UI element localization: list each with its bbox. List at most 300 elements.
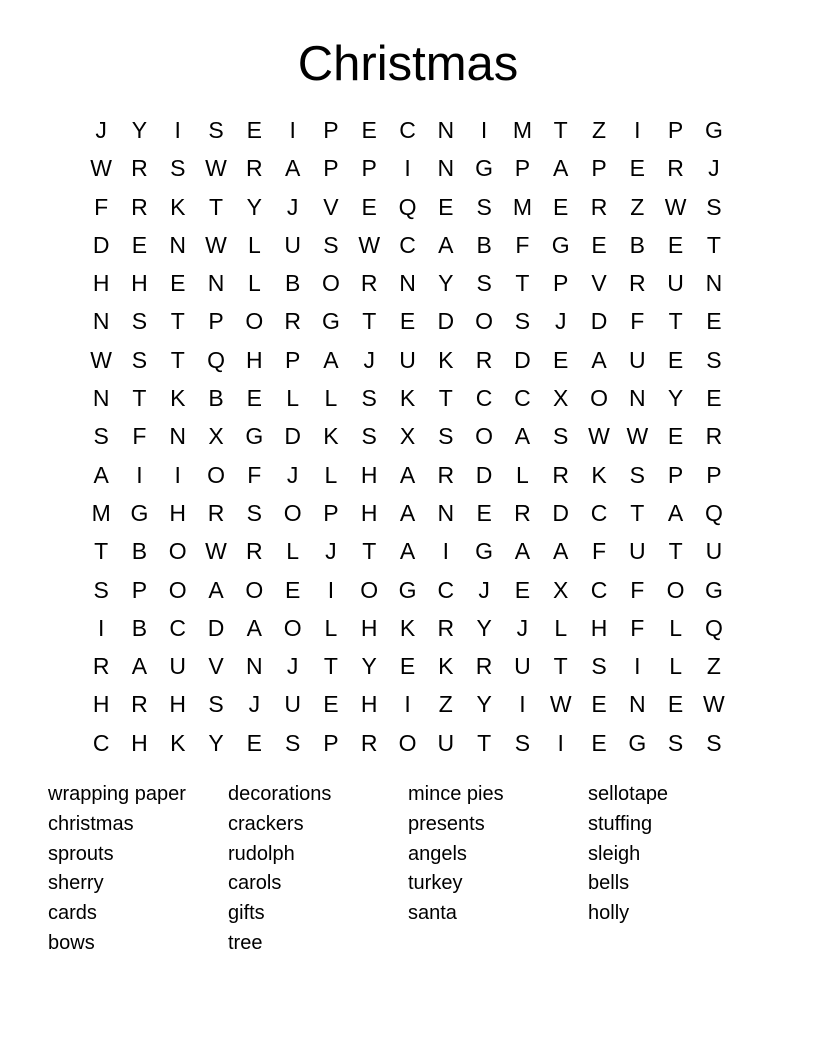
grid-letter[interactable]: V xyxy=(208,653,224,680)
grid-letter[interactable]: T xyxy=(668,308,683,335)
grid-letter[interactable]: K xyxy=(399,385,416,412)
grid-letter[interactable]: O xyxy=(168,576,187,603)
grid-letter[interactable]: T xyxy=(515,270,530,297)
grid-letter[interactable]: U xyxy=(169,653,187,680)
grid-letter[interactable]: W xyxy=(664,193,687,220)
grid-letter[interactable]: J xyxy=(286,653,299,680)
grid-letter[interactable]: B xyxy=(131,614,148,641)
grid-letter[interactable]: R xyxy=(590,193,608,220)
grid-letter[interactable]: U xyxy=(667,270,684,297)
grid-letter[interactable]: J xyxy=(478,576,490,603)
grid-letter[interactable]: E xyxy=(514,576,531,603)
grid-letter[interactable]: S xyxy=(553,423,569,450)
grid-letter[interactable]: F xyxy=(94,193,109,220)
grid-letter[interactable]: S xyxy=(591,653,607,680)
grid-letter[interactable]: H xyxy=(360,691,378,718)
grid-letter[interactable]: U xyxy=(284,231,301,258)
grid-letter[interactable]: S xyxy=(170,155,186,182)
grid-letter[interactable]: N xyxy=(207,270,225,297)
grid-letter[interactable]: R xyxy=(514,499,531,526)
grid-letter[interactable]: F xyxy=(630,614,645,641)
grid-letter[interactable]: G xyxy=(398,576,417,603)
grid-letter[interactable]: T xyxy=(553,117,568,143)
grid-letter[interactable]: A xyxy=(514,538,531,565)
word-item: decorations xyxy=(228,783,332,805)
grid-letter[interactable]: K xyxy=(323,423,339,450)
grid-letter[interactable]: N xyxy=(399,270,416,297)
grid-letter[interactable]: O xyxy=(666,576,685,603)
grid-letter[interactable]: G xyxy=(245,423,264,450)
grid-letter[interactable]: T xyxy=(170,346,185,373)
grid-letter[interactable]: L xyxy=(669,653,682,680)
grid-letter[interactable]: C xyxy=(437,576,455,603)
grid-letter[interactable]: H xyxy=(360,614,378,641)
grid-row xyxy=(82,226,734,264)
grid-letter[interactable]: E xyxy=(591,231,607,258)
grid-letter[interactable]: O xyxy=(245,576,264,603)
grid-letter[interactable]: H xyxy=(590,614,608,641)
grid-letter[interactable]: U xyxy=(399,346,416,373)
grid-letter[interactable]: S xyxy=(667,729,684,756)
grid-letter[interactable]: U xyxy=(514,653,531,680)
grid-letter[interactable]: T xyxy=(630,499,645,526)
grid-letter[interactable]: I xyxy=(442,538,450,565)
grid-letter[interactable]: T xyxy=(132,385,147,412)
grid-letter[interactable]: A xyxy=(399,538,416,565)
grid-letter[interactable]: W xyxy=(205,155,227,182)
grid-letter[interactable]: W xyxy=(90,155,112,182)
grid-letter[interactable]: O xyxy=(168,538,187,565)
grid-letter[interactable]: D xyxy=(552,499,570,526)
grid-letter[interactable]: Z xyxy=(438,691,453,718)
grid-letter[interactable]: G xyxy=(475,538,494,565)
grid-letter[interactable]: C xyxy=(399,231,416,258)
grid-letter[interactable]: S xyxy=(208,691,224,718)
grid-letter[interactable]: V xyxy=(591,270,607,297)
letter-grid xyxy=(82,111,734,762)
grid-letter[interactable]: O xyxy=(360,576,379,603)
grid-letter[interactable]: C xyxy=(399,117,416,143)
grid-letter[interactable]: H xyxy=(131,729,148,756)
grid-letter[interactable]: H xyxy=(360,461,378,488)
grid-letter[interactable]: W xyxy=(90,346,112,373)
grid-letter[interactable]: T xyxy=(438,385,453,412)
grid-letter[interactable]: F xyxy=(591,538,607,565)
grid-letter[interactable]: E xyxy=(553,193,569,220)
grid-letter[interactable]: T xyxy=(209,193,224,220)
grid-letter[interactable]: J xyxy=(95,117,107,143)
grid-letter[interactable]: K xyxy=(399,614,416,641)
word-item: holly xyxy=(588,902,630,925)
grid-letter[interactable]: S xyxy=(93,576,109,603)
grid-letter[interactable]: P xyxy=(131,576,148,603)
grid-letter[interactable]: P xyxy=(361,155,377,182)
grid-letter[interactable]: N xyxy=(628,691,646,718)
grid-letter[interactable]: M xyxy=(91,499,111,526)
grid-letter[interactable]: M xyxy=(512,117,532,143)
grid-letter[interactable]: O xyxy=(398,729,417,756)
grid-letter[interactable]: R xyxy=(437,461,455,488)
grid-row xyxy=(82,532,734,570)
grid-letter[interactable]: F xyxy=(247,461,262,488)
grid-letter[interactable]: F xyxy=(132,423,147,450)
grid-letter[interactable]: B xyxy=(629,231,645,258)
grid-letter[interactable]: G xyxy=(130,499,149,526)
grid-letter[interactable]: J xyxy=(516,614,529,641)
grid-letter[interactable]: R xyxy=(360,270,378,297)
grid-letter[interactable]: W xyxy=(549,691,572,718)
grid-letter[interactable]: N xyxy=(246,653,263,680)
grid-letter[interactable]: P xyxy=(323,117,339,143)
grid-letter[interactable]: R xyxy=(92,653,110,680)
grid-letter[interactable]: B xyxy=(208,385,224,412)
grid-letter[interactable]: T xyxy=(553,653,568,680)
grid-letter[interactable]: K xyxy=(438,653,454,680)
grid-letter[interactable]: S xyxy=(284,729,301,756)
grid-letter[interactable]: R xyxy=(131,691,148,718)
grid-letter[interactable]: I xyxy=(136,461,143,488)
grid-letter[interactable]: K xyxy=(170,385,186,412)
grid-letter[interactable]: S xyxy=(514,308,531,335)
grid-letter[interactable]: E xyxy=(246,729,262,756)
grid-letter[interactable]: I xyxy=(174,117,181,143)
grid-letter[interactable]: T xyxy=(94,538,109,565)
grid-letter[interactable]: D xyxy=(92,231,110,258)
grid-letter[interactable]: S xyxy=(208,117,224,143)
grid-letter[interactable]: Y xyxy=(476,691,492,718)
grid-letter[interactable]: E xyxy=(476,499,492,526)
grid-letter[interactable]: S xyxy=(131,346,148,373)
grid-letter[interactable]: D xyxy=(437,308,455,335)
grid-letter[interactable]: R xyxy=(475,346,493,373)
grid-letter[interactable]: J xyxy=(248,691,261,718)
grid-letter[interactable]: R xyxy=(360,729,378,756)
grid-letter[interactable]: L xyxy=(516,461,529,488)
grid-letter[interactable]: A xyxy=(323,346,339,373)
grid-letter[interactable]: K xyxy=(438,346,454,373)
grid-letter[interactable]: D xyxy=(514,346,531,373)
grid-letter[interactable]: O xyxy=(283,614,302,641)
grid-letter[interactable]: W xyxy=(205,538,227,565)
grid-letter[interactable]: A xyxy=(591,346,607,373)
grid-letter[interactable]: R xyxy=(667,155,684,182)
grid-letter[interactable]: G xyxy=(704,117,723,143)
word-item: presents xyxy=(408,812,485,835)
grid-letter[interactable]: Q xyxy=(207,346,225,373)
grid-letter[interactable]: X xyxy=(399,423,416,450)
grid-letter[interactable]: X xyxy=(208,423,224,450)
grid-letter[interactable]: G xyxy=(321,308,340,335)
grid-letter[interactable]: T xyxy=(477,729,492,756)
grid-letter[interactable]: L xyxy=(554,614,568,641)
grid-letter[interactable]: L xyxy=(324,385,338,412)
grid-letter[interactable]: A xyxy=(553,155,569,182)
grid-letter[interactable]: I xyxy=(557,729,564,756)
grid-letter[interactable]: E xyxy=(706,308,722,335)
grid-letter[interactable]: Q xyxy=(398,193,417,220)
grid-letter[interactable]: Y xyxy=(208,729,224,756)
grid-letter[interactable]: T xyxy=(668,538,683,565)
grid-letter[interactable]: E xyxy=(246,385,262,412)
grid-letter[interactable]: U xyxy=(705,538,723,565)
grid-letter[interactable]: P xyxy=(553,270,569,297)
grid-letter[interactable]: I xyxy=(174,461,181,488)
grid-letter[interactable]: E xyxy=(591,691,607,718)
grid-letter[interactable]: D xyxy=(590,308,608,335)
word-item: rudolph xyxy=(228,842,295,865)
grid-letter[interactable]: D xyxy=(475,461,493,488)
grid-letter[interactable]: A xyxy=(399,499,416,526)
grid-letter[interactable]: S xyxy=(706,193,722,220)
grid-letter[interactable]: Y xyxy=(361,653,377,680)
grid-letter[interactable]: C xyxy=(475,385,493,412)
grid-letter[interactable]: R xyxy=(475,653,493,680)
grid-letter[interactable]: W xyxy=(703,691,725,718)
grid-letter[interactable]: R xyxy=(131,193,148,220)
grid-row xyxy=(82,341,734,379)
grid-letter[interactable]: O xyxy=(590,385,608,412)
grid-letter[interactable]: N xyxy=(92,385,110,412)
grid-letter[interactable]: E xyxy=(667,423,684,450)
grid-letter[interactable]: L xyxy=(669,614,682,641)
grid-letter[interactable]: W xyxy=(588,423,610,450)
grid-letter[interactable]: N xyxy=(437,117,455,143)
page-title: Christmas xyxy=(297,37,519,91)
grid-letter[interactable]: P xyxy=(667,117,684,143)
grid-letter[interactable]: B xyxy=(476,231,492,258)
grid-letter[interactable]: R xyxy=(628,270,646,297)
grid-letter[interactable]: J xyxy=(325,538,337,565)
grid-letter[interactable]: P xyxy=(323,499,339,526)
grid-letter[interactable]: B xyxy=(284,270,301,297)
grid-letter[interactable]: U xyxy=(628,538,646,565)
grid-letter[interactable]: E xyxy=(399,308,416,335)
grid-letter[interactable]: R xyxy=(437,614,455,641)
grid-letter[interactable]: A xyxy=(667,499,684,526)
grid-letter[interactable]: G xyxy=(475,155,494,182)
grid-letter[interactable]: P xyxy=(323,729,339,756)
grid-letter[interactable]: Y xyxy=(131,117,148,143)
grid-letter[interactable]: E xyxy=(629,155,645,182)
grid-letter[interactable]: D xyxy=(207,614,225,641)
grid-letter[interactable]: F xyxy=(630,308,645,335)
grid-letter[interactable]: E xyxy=(323,691,339,718)
grid-letter[interactable]: E xyxy=(361,193,377,220)
grid-letter[interactable]: E xyxy=(284,576,301,603)
grid-letter[interactable]: L xyxy=(247,270,261,297)
grid-letter[interactable]: E xyxy=(170,270,186,297)
grid-letter[interactable]: N xyxy=(169,231,187,258)
grid-letter[interactable]: K xyxy=(591,461,607,488)
grid-row xyxy=(82,302,734,340)
grid-letter[interactable]: A xyxy=(93,461,109,488)
grid-letter[interactable]: I xyxy=(519,691,526,718)
grid-letter[interactable]: U xyxy=(628,346,646,373)
grid-letter[interactable]: L xyxy=(324,461,338,488)
grid-letter[interactable]: A xyxy=(438,231,454,258)
grid-letter[interactable]: P xyxy=(591,155,607,182)
grid-letter[interactable]: Q xyxy=(704,499,723,526)
grid-letter[interactable]: H xyxy=(246,346,263,373)
grid-letter[interactable]: O xyxy=(245,308,264,335)
grid-letter[interactable]: L xyxy=(247,231,261,258)
grid-letter[interactable]: N xyxy=(628,385,646,412)
grid-letter[interactable]: I xyxy=(634,653,641,680)
grid-letter[interactable]: W xyxy=(205,231,227,258)
grid-letter[interactable]: O xyxy=(475,423,494,450)
word-item: carols xyxy=(228,872,282,895)
grid-letter[interactable]: J xyxy=(286,193,299,220)
grid-letter[interactable]: I xyxy=(327,576,335,603)
grid-letter[interactable]: T xyxy=(362,538,377,565)
grid-letter[interactable]: U xyxy=(284,691,301,718)
grid-letter[interactable]: I xyxy=(404,155,411,182)
grid-letter[interactable]: S xyxy=(361,423,377,450)
grid-letter[interactable]: N xyxy=(437,155,455,182)
grid-letter[interactable]: E xyxy=(131,231,148,258)
grid-letter[interactable]: G xyxy=(628,729,647,756)
grid-letter[interactable]: S xyxy=(629,461,645,488)
grid-letter[interactable]: C xyxy=(590,576,608,603)
grid-letter[interactable]: C xyxy=(514,385,531,412)
grid-letter[interactable]: E xyxy=(361,117,377,143)
grid-letter[interactable]: K xyxy=(170,729,186,756)
grid-letter[interactable]: R xyxy=(246,538,263,565)
grid-letter[interactable]: H xyxy=(131,270,148,297)
grid-letter[interactable]: X xyxy=(553,385,569,412)
grid-letter[interactable]: S xyxy=(476,193,492,220)
grid-letter[interactable]: M xyxy=(512,193,532,220)
grid-letter[interactable]: E xyxy=(667,231,684,258)
grid-letter[interactable]: A xyxy=(553,538,569,565)
grid-letter[interactable]: Q xyxy=(704,614,723,641)
grid-letter[interactable]: A xyxy=(246,614,262,641)
grid-letter[interactable]: O xyxy=(475,308,494,335)
grid-letter[interactable]: S xyxy=(438,423,454,450)
grid-letter[interactable]: E xyxy=(667,346,684,373)
grid-letter[interactable]: H xyxy=(169,691,187,718)
grid-letter[interactable]: H xyxy=(169,499,187,526)
grid-letter[interactable]: A xyxy=(399,461,416,488)
grid-letter[interactable]: I xyxy=(480,117,488,143)
grid-letter[interactable]: C xyxy=(590,499,608,526)
grid-letter[interactable]: S xyxy=(93,423,109,450)
grid-letter[interactable]: N xyxy=(92,308,110,335)
grid-letter[interactable]: J xyxy=(554,308,567,335)
grid-letter[interactable]: S xyxy=(361,385,377,412)
grid-letter[interactable]: P xyxy=(514,155,531,182)
grid-letter[interactable]: A xyxy=(284,155,301,182)
grid-letter[interactable]: A xyxy=(208,576,224,603)
grid-letter[interactable]: Y xyxy=(438,270,454,297)
grid-letter[interactable]: B xyxy=(131,538,148,565)
grid-letter[interactable]: E xyxy=(438,193,454,220)
grid-letter[interactable]: K xyxy=(170,193,186,220)
grid-letter[interactable]: J xyxy=(363,346,375,373)
grid-letter[interactable]: N xyxy=(437,499,455,526)
grid-letter[interactable]: P xyxy=(706,461,722,488)
grid-letter[interactable]: Y xyxy=(246,193,262,220)
grid-letter[interactable]: W xyxy=(358,231,381,258)
grid-letter[interactable]: P xyxy=(667,461,684,488)
grid-letter[interactable]: T xyxy=(170,308,185,335)
grid-letter[interactable]: I xyxy=(289,117,296,143)
grid-letter[interactable]: C xyxy=(169,614,187,641)
grid-letter[interactable]: S xyxy=(131,308,148,335)
grid-letter[interactable]: U xyxy=(437,729,455,756)
grid-letter[interactable]: J xyxy=(286,461,299,488)
grid-letter[interactable]: A xyxy=(131,653,148,680)
grid-letter[interactable]: R xyxy=(207,499,225,526)
grid-letter[interactable]: R xyxy=(552,461,570,488)
grid-letter[interactable]: S xyxy=(323,231,339,258)
grid-letter[interactable]: H xyxy=(92,691,110,718)
grid-letter[interactable]: Y xyxy=(476,614,492,641)
grid-letter[interactable]: T xyxy=(362,308,377,335)
grid-letter[interactable]: L xyxy=(324,614,338,641)
grid-letter[interactable]: S xyxy=(246,499,262,526)
grid-letter[interactable]: I xyxy=(404,691,411,718)
grid-letter[interactable]: O xyxy=(283,499,302,526)
grid-letter[interactable]: R xyxy=(246,155,263,182)
grid-letter[interactable]: Z xyxy=(591,117,607,143)
grid-letter[interactable]: S xyxy=(476,270,492,297)
grid-letter[interactable]: E xyxy=(706,385,722,412)
grid-letter[interactable]: N xyxy=(169,423,187,450)
grid-letter[interactable]: R xyxy=(284,308,301,335)
grid-letter[interactable]: T xyxy=(706,231,721,258)
grid-letter[interactable]: D xyxy=(284,423,301,450)
grid-letter[interactable]: T xyxy=(323,653,338,680)
grid-letter[interactable]: V xyxy=(323,193,339,220)
grid-letter[interactable]: I xyxy=(97,614,105,641)
grid-letter[interactable]: L xyxy=(286,538,300,565)
grid-letter[interactable]: S xyxy=(706,346,722,373)
grid-letter[interactable]: P xyxy=(208,308,224,335)
grid-letter[interactable]: E xyxy=(667,691,684,718)
grid-letter[interactable]: A xyxy=(514,423,531,450)
grid-letter[interactable]: E xyxy=(246,117,262,143)
grid-letter[interactable]: F xyxy=(630,576,645,603)
grid-letter[interactable]: Z xyxy=(706,653,721,680)
grid-letter[interactable]: G xyxy=(704,576,723,603)
grid-letter[interactable]: S xyxy=(706,729,722,756)
grid-letter[interactable]: W xyxy=(626,423,649,450)
grid-letter[interactable]: X xyxy=(553,576,569,603)
grid-letter[interactable]: R xyxy=(131,155,148,182)
grid-letter[interactable]: H xyxy=(92,270,110,297)
grid-letter[interactable]: O xyxy=(207,461,225,488)
grid-letter[interactable]: N xyxy=(705,270,723,297)
grid-letter[interactable]: C xyxy=(92,729,110,756)
grid-letter[interactable]: E xyxy=(591,729,607,756)
grid-letter[interactable]: G xyxy=(551,231,570,258)
grid-letter[interactable]: J xyxy=(708,155,720,182)
grid-letter[interactable]: Y xyxy=(667,385,684,412)
grid-letter[interactable]: E xyxy=(553,346,569,373)
grid-letter[interactable]: I xyxy=(634,117,641,143)
grid-letter[interactable]: Z xyxy=(630,193,645,220)
grid-letter[interactable]: F xyxy=(515,231,530,258)
grid-letter[interactable]: H xyxy=(360,499,378,526)
grid-letter[interactable]: L xyxy=(286,385,300,412)
grid-letter[interactable]: P xyxy=(323,155,339,182)
grid-letter[interactable]: R xyxy=(705,423,723,450)
grid-letter[interactable]: S xyxy=(514,729,531,756)
grid-letter[interactable]: E xyxy=(399,653,416,680)
grid-letter[interactable]: P xyxy=(284,346,301,373)
grid-letter[interactable]: O xyxy=(321,270,340,297)
